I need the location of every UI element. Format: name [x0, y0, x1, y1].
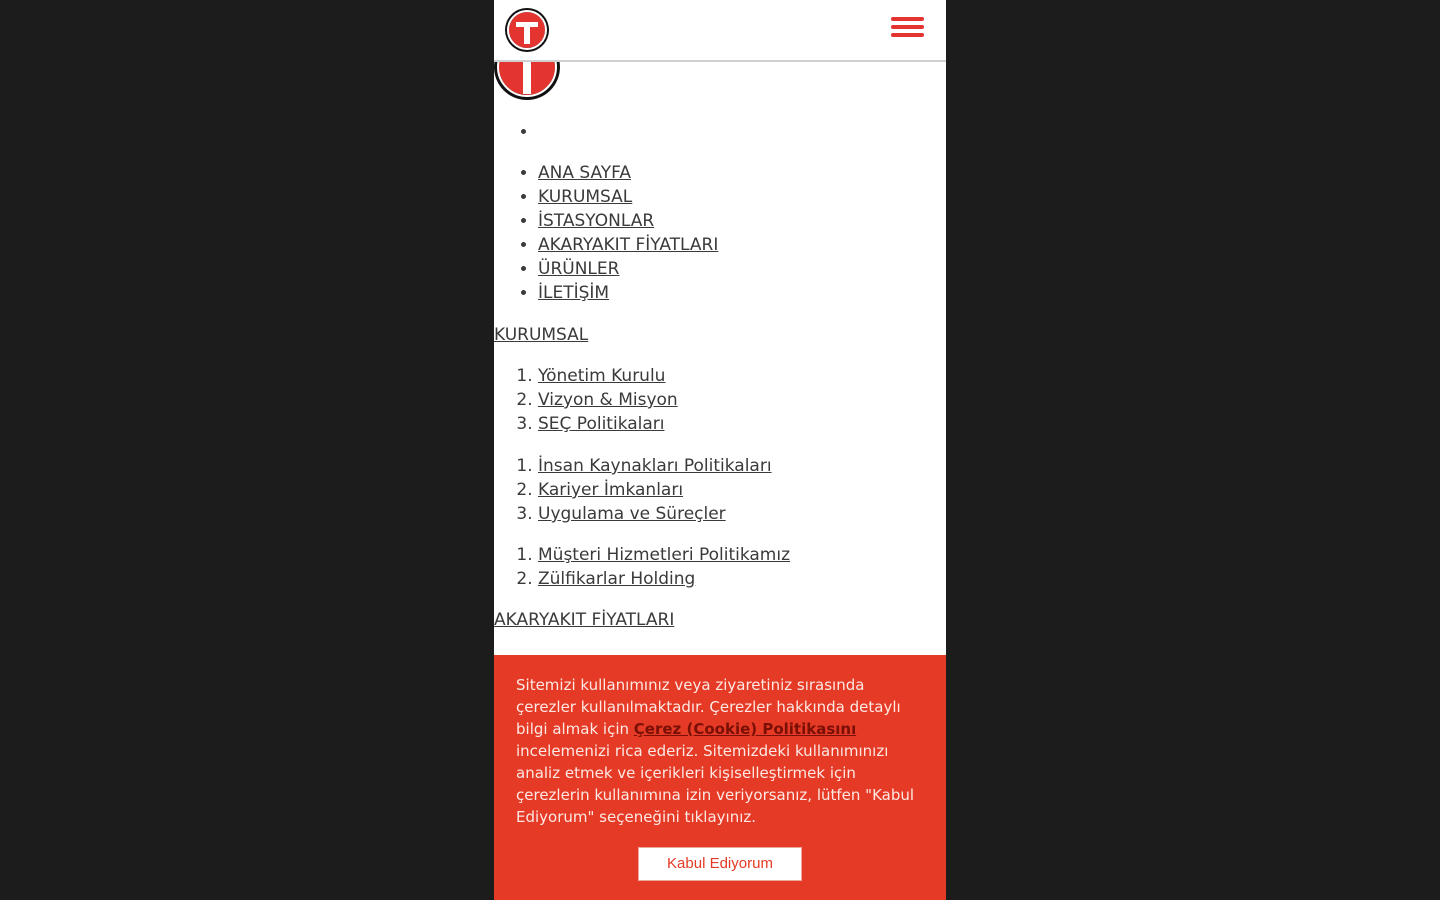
link-yonetim-kurulu[interactable]: Yönetim Kurulu [538, 366, 666, 386]
cookie-text-after: incelemenizi rica ederiz. Sitemizdeki kullanımınızı analiz etmek ve içerikleri kişiselleştirmek için çerezlerin kullanımına izin veriyorsanız, lütfen "Kabul Ediyorum" seçeneğini tıklayınız. [516, 742, 915, 826]
nav-item [538, 185, 946, 209]
nav-link-urunler[interactable]: ÜRÜNLER [538, 259, 620, 279]
kurumsal-heading-link[interactable]: KURUMSAL [494, 325, 589, 345]
cookie-text-before: Sitemizi kullanımınız veya ziyaretiniz sırasında çerezler kullanılmaktadır. Çerezler hakkında detaylı bilgi almak için [516, 676, 901, 738]
list-item [538, 412, 946, 436]
link-uygulama-surecler[interactable]: Uygulama ve Süreçler [538, 504, 726, 524]
nav-list-empty [494, 120, 946, 144]
link-zulfikarlar-holding[interactable]: Zülfikarlar Holding [538, 569, 696, 589]
logo-icon[interactable] [505, 8, 549, 52]
nav-item [538, 233, 946, 257]
cookie-policy-link[interactable]: Çerez (Cookie) Politikasını [633, 720, 857, 738]
link-sec-politikalari[interactable]: SEÇ Politikaları [538, 414, 665, 434]
nav-item [538, 161, 946, 185]
nav-item [538, 209, 946, 233]
nav-link-istasyonlar[interactable]: İSTASYONLAR [538, 211, 655, 231]
nav-item [538, 281, 946, 305]
list-item [538, 502, 946, 526]
hamburger-menu-icon[interactable] [891, 17, 925, 43]
main-content [494, 60, 946, 632]
nav-item-empty [538, 120, 946, 144]
nav-link-akaryakit[interactable]: AKARYAKIT FİYATLARI [538, 235, 719, 255]
link-kariyer[interactable]: Kariyer İmkanları [538, 480, 684, 500]
nav-link-iletisim[interactable]: İLETİŞİM [538, 283, 610, 303]
accept-cookies-button[interactable]: Kabul Ediyorum [638, 847, 802, 881]
mobile-page [494, 0, 946, 900]
nav-link-ana-sayfa[interactable]: ANA SAYFA [538, 163, 632, 183]
kurumsal-list-1 [494, 364, 946, 436]
nav-link-kurumsal[interactable]: KURUMSAL [538, 187, 633, 207]
kurumsal-list-2 [494, 454, 946, 526]
cookie-banner [494, 655, 946, 900]
list-item [538, 478, 946, 502]
nav-item [538, 257, 946, 281]
link-insan-kaynaklari[interactable]: İnsan Kaynakları Politikaları [538, 456, 772, 476]
list-item [538, 543, 946, 567]
main-nav [494, 161, 946, 305]
link-musteri-hizmetleri[interactable]: Müşteri Hizmetleri Politikamız [538, 545, 791, 565]
list-item [538, 364, 946, 388]
cookie-message [516, 674, 924, 828]
list-item [538, 567, 946, 591]
list-item [538, 388, 946, 412]
kurumsal-list-3 [494, 543, 946, 591]
link-vizyon-misyon[interactable]: Vizyon & Misyon [538, 390, 678, 410]
list-item [538, 454, 946, 478]
akaryakit-heading-link[interactable]: AKARYAKIT FİYATLARI [494, 610, 675, 630]
top-bar [494, 0, 946, 62]
